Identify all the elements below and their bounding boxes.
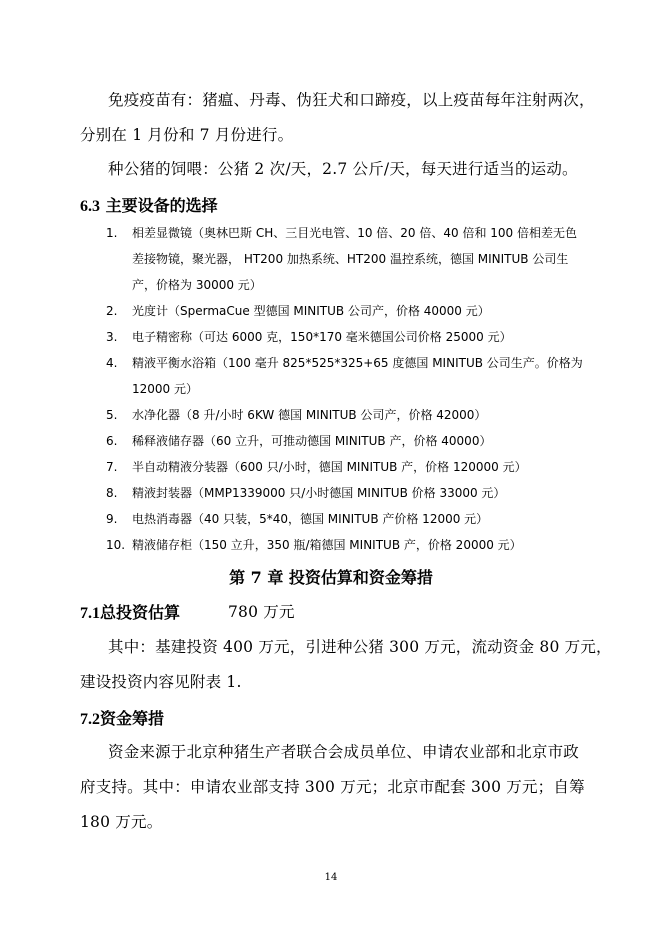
list-item-number: 4. xyxy=(106,356,118,370)
list-item xyxy=(106,454,586,480)
list-item xyxy=(106,298,586,324)
section-6-3-number: 6.3 xyxy=(80,198,100,215)
list-item-text: 电子精密称（可达 6000 克，150*170 毫米德国公司价格 25000 元） xyxy=(132,330,512,344)
list-item-number: 2. xyxy=(106,304,118,318)
list-item-text: 水净化器（8 升/小时 6KW 德国 MINITUB 公司产，价格 42000） xyxy=(132,408,487,422)
list-item-number: 6. xyxy=(106,434,118,448)
list-item-text: 精液储存柜（150 立升，350 瓶/箱德国 MINITUB 产，价格 20000 元） xyxy=(132,538,522,552)
funding-paragraph-line-1: 资金来源于北京种猪生产者联合会成员单位、申请农业部和北京市政 xyxy=(108,743,580,761)
investment-paragraph-line-2: 建设投资内容见附表 1. xyxy=(80,673,242,691)
list-item-text: 稀释液储存器（60 立升，可推动德国 MINITUB 产，价格 40000） xyxy=(132,434,492,448)
list-item-number: 1. xyxy=(106,226,118,240)
chapter-7-title: 第 7 章 投资估算和资金筹措 xyxy=(229,568,433,587)
list-item xyxy=(106,324,586,350)
section-7-1-heading xyxy=(80,600,180,623)
section-6-3-title: 主要设备的选择 xyxy=(105,196,218,215)
list-item xyxy=(106,428,586,454)
list-item-text: 电热消毒器（40 只装，5*40，德国 MINITUB 产价格 12000 元） xyxy=(132,512,489,526)
list-item xyxy=(106,532,586,558)
list-item-number: 9. xyxy=(106,512,118,526)
list-item-text: 光度计（SpermaCue 型德国 MINITUB 公司产，价格 40000 元） xyxy=(132,304,490,318)
list-item-text: 精液平衡水浴箱（100 毫升 825*525*325+65 度德国 MINITUB 公司生产。价格为 12000 元） xyxy=(132,356,583,396)
vaccine-paragraph-line-2: 分别在 1 月份和 7 月份进行。 xyxy=(80,126,294,144)
section-7-2-heading xyxy=(80,706,164,729)
section-6-3-heading xyxy=(80,193,218,216)
list-item-number: 5. xyxy=(106,408,118,422)
list-item-text: 精液封装器（MMP1339000 只/小时德国 MINITUB 价格 33000 元） xyxy=(132,486,506,500)
feeding-paragraph: 种公猪的饲喂：公猪 2 次/天，2.7 公斤/天，每天进行适当的运动。 xyxy=(108,160,578,178)
funding-paragraph-line-2: 府支持。其中：申请农业部支持 300 万元；北京市配套 300 万元；自筹 xyxy=(80,778,585,796)
equipment-list xyxy=(106,220,586,558)
list-item-number: 10. xyxy=(106,538,126,552)
list-item xyxy=(106,350,586,402)
list-item xyxy=(106,402,586,428)
list-item-number: 3. xyxy=(106,330,118,344)
section-7-2-title: 资金筹措 xyxy=(100,709,165,728)
list-item xyxy=(106,480,586,506)
section-7-1-title: 总投资估算 xyxy=(100,603,181,622)
section-7-2-number: 7.2 xyxy=(80,711,100,728)
funding-paragraph-line-3: 180 万元。 xyxy=(80,813,163,831)
list-item-number: 8. xyxy=(106,486,118,500)
investment-paragraph-line-1: 其中：基建投资 400 万元，引进种公猪 300 万元，流动资金 80 万元， xyxy=(108,638,612,656)
list-item-number: 7. xyxy=(106,460,118,474)
total-investment-amount: 780 万元 xyxy=(228,603,295,621)
list-item xyxy=(106,220,586,298)
list-item xyxy=(106,506,586,532)
list-item-text: 半自动精液分装器（600 只/小时，德国 MINITUB 产，价格 120000 元） xyxy=(132,460,527,474)
list-item-text: 相差显微镜（奥林巴斯 CH、三目光电管、10 倍、20 倍、40 倍和 100 倍相差无色差接物镜，聚光器， HT200 加热系统、HT200 温控系统，德国 MINITUB 公司生产，价格为 30000 元） xyxy=(132,226,578,292)
vaccine-paragraph-line-1: 免疫疫苗有：猪瘟、丹毒、伪狂犬和口蹄疫，以上疫苗每年注射两次， xyxy=(108,91,595,109)
section-7-1-number: 7.1 xyxy=(80,605,100,622)
page-number: 14 xyxy=(324,872,338,883)
